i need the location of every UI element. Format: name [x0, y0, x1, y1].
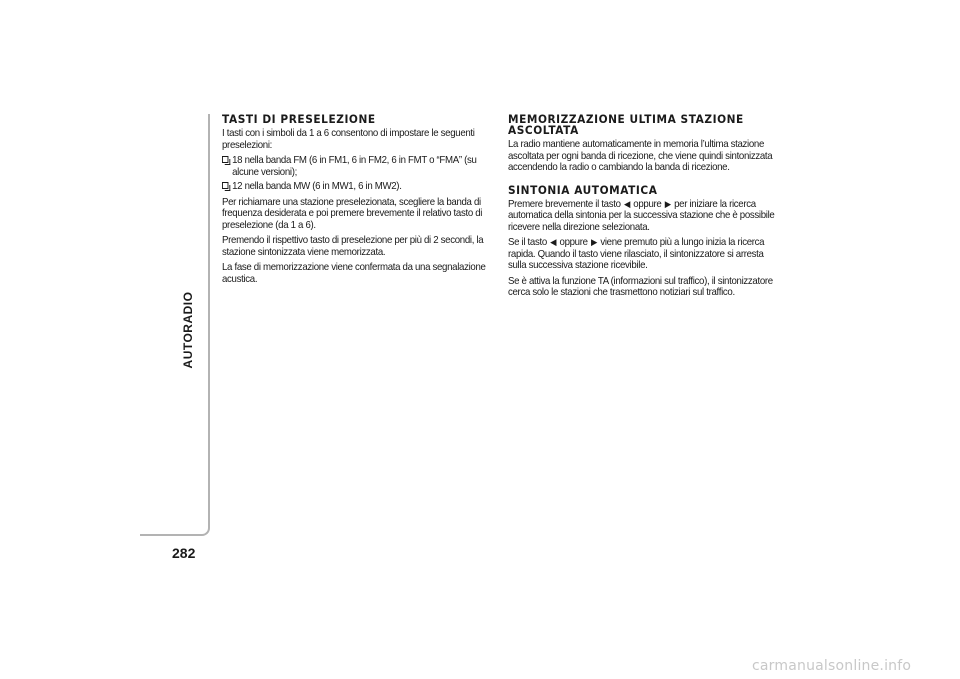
fast-search-paragraph: Se il tasto ◀ oppure ▶ viene premuto più a lungo inizia la ricerca rapida. Quando il tasto viene rilasciato, il sintonizzatore si arresta sulla successiva stazione ricevibile.: [508, 236, 765, 271]
right-column: [508, 114, 782, 303]
recall-paragraph: Per richiamare una stazione preselezionata, scegliere la banda di frequenza desiderata e poi premere brevemente il relativo tasto di preselezione (da 1 a 6).: [222, 195, 483, 231]
heading-auto-tuning: SINTONIA AUTOMATICA: [508, 182, 658, 197]
watermark: carmanualsonline.info: [752, 658, 912, 674]
traffic-info-paragraph: Se è attiva la funzione TA (informazioni sul traffico), il sintonizzatore cerca solo le stazioni che trasmettono notiziari sul traffico.: [508, 274, 773, 298]
page-margin-rule: [140, 114, 210, 536]
right-arrow-icon: ▶: [590, 237, 598, 247]
intro-paragraph: I tasti con i simboli da 1 a 6 consentono di impostare le seguenti preselezioni:: [222, 127, 475, 151]
checkbox-bullet-icon: [222, 156, 228, 163]
left-arrow-icon: ◀: [550, 237, 557, 247]
right-arrow-icon: ▶: [664, 198, 671, 209]
checkbox-bullet-icon: [222, 182, 228, 189]
confirm-paragraph: La fase di memorizzazione viene confermata da una segnalazione acustica.: [222, 261, 486, 285]
page-number: 282: [172, 545, 196, 561]
preset-list: [222, 155, 494, 193]
heading-preset-keys: TASTI DI PRESELEZIONE: [222, 112, 376, 126]
auto-tuning-paragraph: Premere brevemente il tasto ◀ oppure ▶ per iniziare la ricerca automatica della sintonia per la successiva stazione che è possibile ricevere nella direzione selezionata.: [508, 197, 775, 233]
list-item: 12 nella banda MW (6 in MW1, 6 in MW2).: [222, 181, 494, 193]
left-column: [222, 114, 494, 289]
heading-last-station: MEMORIZZAZIONE ULTIMA STAZIONE ASCOLTATA: [508, 112, 744, 137]
section-label: AUTORADIO: [181, 291, 195, 369]
store-paragraph: Premendo il rispettivo tasto di preselezione per più di 2 secondi, la stazione sintonizzata viene memorizzata.: [222, 234, 484, 258]
last-station-paragraph: La radio mantiene automaticamente in memoria l’ultima stazione ascoltata per ogni banda di ricezione, che viene quindi sintonizzata accendendo la radio o cambiando la banda di ricezione.: [508, 138, 773, 173]
left-arrow-icon: ◀: [623, 198, 631, 209]
list-item: 18 nella banda FM (6 in FM1, 6 in FM2, 6 in FMT o “FMA” (su alcune versioni);: [222, 155, 494, 178]
